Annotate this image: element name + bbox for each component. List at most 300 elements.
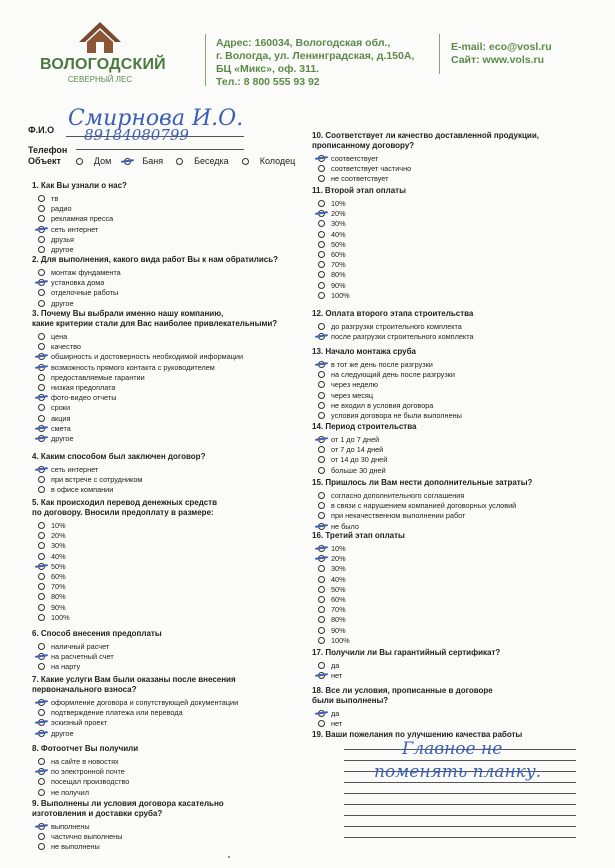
answer-label: эскизный проект <box>51 718 108 728</box>
question-title-line: были выполнены? <box>312 696 389 705</box>
question-title <box>32 675 236 695</box>
answer-option[interactable] <box>318 401 433 410</box>
answer-option[interactable] <box>38 475 142 484</box>
answer-option[interactable] <box>318 466 386 475</box>
answer-radio[interactable] <box>318 523 325 530</box>
object-radio[interactable] <box>242 158 249 165</box>
answer-label: да <box>331 709 340 718</box>
answer-label: 80% <box>51 592 66 602</box>
answer-option[interactable] <box>318 370 455 379</box>
page-dot <box>228 856 230 858</box>
answer-radio[interactable] <box>318 361 325 368</box>
answer-option[interactable] <box>38 613 70 622</box>
answer-option[interactable] <box>38 767 125 776</box>
answer-option[interactable] <box>318 575 346 584</box>
answer-radio[interactable] <box>38 553 45 560</box>
answer-option[interactable] <box>38 373 145 382</box>
answer-label: по электронной почте <box>51 767 125 777</box>
answer-label: 10% <box>331 199 346 208</box>
answer-label: 80% <box>331 615 346 625</box>
answer-option[interactable] <box>38 603 66 612</box>
answer-radio[interactable] <box>38 699 45 706</box>
answer-radio[interactable] <box>38 353 45 360</box>
answer-label: от 7 до 14 дней <box>331 445 384 455</box>
answer-label: 30% <box>331 219 346 229</box>
answer-label: согласно дополнительного соглашения <box>331 491 465 500</box>
answer-label: 70% <box>331 260 346 270</box>
question-title <box>312 478 532 488</box>
answer-option[interactable] <box>318 240 346 249</box>
answer-radio[interactable] <box>318 261 325 268</box>
answer-radio[interactable] <box>318 565 325 572</box>
question-title <box>32 498 217 518</box>
answer-option[interactable] <box>38 363 215 372</box>
answer-radio[interactable] <box>38 195 45 202</box>
answer-label: до разгрузки строительного комплекта <box>331 322 462 331</box>
answer-radio[interactable] <box>38 364 45 371</box>
question-title <box>32 452 205 462</box>
answer-radio[interactable] <box>38 778 45 785</box>
answer-label: после разгрузки строительного комплекта <box>331 332 474 342</box>
wish-line <box>344 837 576 838</box>
question-title <box>312 131 539 151</box>
answer-option[interactable] <box>38 299 74 308</box>
answer-radio[interactable] <box>38 435 45 442</box>
answer-label: другое <box>51 434 74 443</box>
fio-handwritten[interactable]: Смирнова И.О. <box>68 106 244 131</box>
answer-radio[interactable] <box>318 637 325 644</box>
wish-line <box>344 826 576 827</box>
answer-label: 60% <box>51 572 66 581</box>
question-title <box>312 186 406 196</box>
answer-radio[interactable] <box>38 542 45 549</box>
answer-radio[interactable] <box>318 165 325 172</box>
answer-radio[interactable] <box>38 343 45 350</box>
answer-option[interactable] <box>38 757 119 766</box>
answer-label: 100% <box>51 612 70 622</box>
answer-option[interactable] <box>38 592 66 601</box>
answer-option[interactable] <box>318 411 462 420</box>
answer-option[interactable] <box>38 541 66 550</box>
wishes-handwritten-line[interactable]: поменять планку. <box>374 762 542 782</box>
answer-option[interactable] <box>318 219 346 228</box>
answer-label: нет <box>331 719 343 729</box>
answer-radio[interactable] <box>38 768 45 775</box>
answer-option[interactable] <box>38 204 72 213</box>
answer-label: 50% <box>331 239 346 249</box>
answer-label: 80% <box>331 270 346 280</box>
answer-radio[interactable] <box>318 210 325 217</box>
answer-radio[interactable] <box>38 719 45 726</box>
answer-label: подтверждение платежа или перевода <box>51 708 183 718</box>
answer-option[interactable] <box>38 642 109 651</box>
answer-radio[interactable] <box>38 843 45 850</box>
object-radio[interactable] <box>176 158 183 165</box>
answer-radio[interactable] <box>318 381 325 388</box>
answer-radio[interactable] <box>38 415 45 422</box>
answer-label: при встрече с сотрудником <box>51 475 143 485</box>
answer-option[interactable] <box>318 435 379 444</box>
answer-radio[interactable] <box>318 555 325 562</box>
answer-option[interactable] <box>318 380 378 389</box>
answer-option[interactable] <box>318 564 346 573</box>
answer-option[interactable] <box>38 572 66 581</box>
answer-label: наличный расчет <box>51 642 110 651</box>
question-title-line: 6. Способ внесения предоплаты <box>32 629 162 638</box>
answer-label: низкая предоплата <box>51 383 116 392</box>
answer-radio[interactable] <box>318 292 325 299</box>
answer-radio[interactable] <box>38 374 45 381</box>
answer-radio[interactable] <box>38 789 45 796</box>
answer-option[interactable] <box>318 322 462 331</box>
answer-radio[interactable] <box>318 467 325 474</box>
answer-option[interactable] <box>38 235 74 244</box>
answer-label: тв <box>51 194 59 203</box>
answer-radio[interactable] <box>318 720 325 727</box>
answer-radio[interactable] <box>38 215 45 222</box>
answer-option[interactable] <box>38 698 238 707</box>
answer-label: 10% <box>51 521 66 530</box>
answer-label: цена <box>51 332 68 341</box>
wish-line <box>344 793 576 794</box>
answer-option[interactable] <box>318 605 346 614</box>
answer-option[interactable] <box>38 393 116 402</box>
answer-label: через неделю <box>331 380 378 390</box>
wish-line <box>344 782 576 783</box>
answer-label: монтаж фундамента <box>51 268 121 277</box>
answer-radio[interactable] <box>38 384 45 391</box>
answer-label: частично выполнены <box>51 832 123 842</box>
wishes-handwritten-line[interactable]: Главное не <box>402 739 503 759</box>
header-divider <box>439 34 440 74</box>
answer-radio[interactable] <box>318 175 325 182</box>
answer-radio[interactable] <box>38 823 45 830</box>
answer-label: 100% <box>331 290 350 300</box>
answer-label: другое <box>51 298 74 308</box>
answer-radio[interactable] <box>318 596 325 603</box>
question-title <box>32 744 138 754</box>
answer-label: на нарту <box>51 662 81 672</box>
answer-label: на сайте в новостях <box>51 757 119 766</box>
question-title-line: 12. Оплата второго этапа строительства <box>312 309 474 318</box>
answer-label: 100% <box>331 635 350 645</box>
question-title-line: 4. Каким способом был заключен договор? <box>32 452 206 461</box>
object-option: Колодец <box>259 156 296 166</box>
answer-option[interactable] <box>318 636 350 645</box>
answer-radio[interactable] <box>38 643 45 650</box>
answer-option[interactable] <box>318 719 342 728</box>
answer-label: от 1 до 7 дней <box>331 435 380 444</box>
answer-option[interactable] <box>318 544 346 553</box>
answer-option[interactable] <box>38 729 74 738</box>
answer-radio[interactable] <box>38 614 45 621</box>
company-logo <box>40 20 166 84</box>
answer-radio[interactable] <box>318 512 325 519</box>
answer-label: отделочные работы <box>51 288 119 298</box>
answer-option[interactable] <box>318 671 342 680</box>
site-text: Сайт: www.vols.ru <box>451 54 545 66</box>
answer-option[interactable] <box>318 391 373 400</box>
answer-option[interactable] <box>318 585 346 594</box>
answer-label: выполнены <box>51 822 90 831</box>
answer-option[interactable] <box>318 709 339 718</box>
answer-label: 70% <box>331 605 346 615</box>
answer-label: 40% <box>331 229 346 239</box>
answer-option[interactable] <box>38 194 58 203</box>
question-title-line: 1. Как Вы узнали о нас? <box>32 181 127 190</box>
answer-radio[interactable] <box>38 300 45 307</box>
answer-radio[interactable] <box>318 282 325 289</box>
answer-radio[interactable] <box>38 758 45 765</box>
answer-label: 20% <box>331 209 346 219</box>
answer-radio[interactable] <box>38 425 45 432</box>
address-line: Адрес: 160034, Вологодская обл., <box>216 37 391 49</box>
answer-radio[interactable] <box>38 532 45 539</box>
answer-option[interactable] <box>318 154 378 163</box>
question-title-line: 8. Фотоотчет Вы получили <box>32 744 139 753</box>
answer-option[interactable] <box>38 832 122 841</box>
answer-radio[interactable] <box>318 545 325 552</box>
answer-radio[interactable] <box>38 833 45 840</box>
answer-label: другое <box>51 728 74 738</box>
answer-radio[interactable] <box>318 662 325 669</box>
answer-option[interactable] <box>38 225 98 234</box>
house-logo-icon <box>77 20 123 54</box>
answer-radio[interactable] <box>318 402 325 409</box>
answer-label: больше 30 дней <box>331 465 386 475</box>
answer-option[interactable] <box>38 822 90 831</box>
question-title-line: 10. Соответствует ли качество доставленной продукции, <box>312 131 539 140</box>
answer-radio[interactable] <box>318 392 325 399</box>
wish-line <box>344 815 576 816</box>
address-line: г. Вологда, ул. Ленинградская, д.150А, <box>216 50 415 62</box>
answer-label: 30% <box>51 541 66 551</box>
question-title-line: 2. Для выполнения, какого вида работ Вы к нам обратились? <box>32 255 279 264</box>
answer-label: фото-видео отчеты <box>51 393 117 403</box>
answer-option[interactable] <box>38 424 71 433</box>
answer-option[interactable] <box>38 288 118 297</box>
wish-line <box>344 760 576 761</box>
answer-radio[interactable] <box>318 271 325 278</box>
question-title-line: 3. Почему Вы выбрали именно нашу компанию, <box>32 309 224 318</box>
answer-option[interactable] <box>318 164 411 173</box>
answer-radio[interactable] <box>38 394 45 401</box>
answer-label: смета <box>51 423 71 433</box>
answer-label: сеть интернет <box>51 465 99 474</box>
answer-radio[interactable] <box>38 466 45 473</box>
answer-label: друзья <box>51 234 74 244</box>
answer-label: да <box>331 661 340 670</box>
answer-option[interactable] <box>318 250 346 259</box>
answer-radio[interactable] <box>38 289 45 296</box>
answer-radio[interactable] <box>318 606 325 613</box>
answer-label: на следующий день после разгрузки <box>331 370 455 380</box>
answer-option[interactable] <box>38 434 74 443</box>
answer-radio[interactable] <box>38 476 45 483</box>
question-title-line: 17. Получили ли Вы гарантийный сертификат? <box>312 648 501 657</box>
answer-option[interactable] <box>38 652 114 661</box>
answer-radio[interactable] <box>318 492 325 499</box>
object-option: Дом <box>93 156 112 166</box>
answer-option[interactable] <box>38 268 121 277</box>
question-title-line: 14. Период строительства <box>312 422 417 431</box>
answer-radio[interactable] <box>318 576 325 583</box>
answer-radio[interactable] <box>318 710 325 717</box>
answer-radio[interactable] <box>318 220 325 227</box>
question-title-line: 7. Какие услуги Вам были оказаны после внесения <box>32 675 236 684</box>
answer-option[interactable] <box>38 278 104 287</box>
answer-option[interactable] <box>318 209 346 218</box>
answer-radio[interactable] <box>38 522 45 529</box>
question-title-line: 11. Второй этап оплаты <box>312 186 406 195</box>
answer-option[interactable] <box>318 281 346 290</box>
answer-option[interactable] <box>318 199 346 208</box>
answer-option[interactable] <box>38 352 243 361</box>
answer-option[interactable] <box>38 531 66 540</box>
answer-radio[interactable] <box>38 246 45 253</box>
object-radio[interactable] <box>76 158 83 165</box>
answer-option[interactable] <box>38 403 70 412</box>
answer-radio[interactable] <box>318 323 325 330</box>
answer-radio[interactable] <box>318 436 325 443</box>
answer-radio[interactable] <box>318 200 325 207</box>
question-title-line: 5. Как происходил перевод денежных средств <box>32 498 218 507</box>
answer-option[interactable] <box>318 661 339 670</box>
answer-option[interactable] <box>318 260 346 269</box>
answer-option[interactable] <box>318 332 474 341</box>
answer-radio[interactable] <box>38 404 45 411</box>
answer-radio[interactable] <box>38 563 45 570</box>
answer-radio[interactable] <box>318 446 325 453</box>
answer-option[interactable] <box>318 270 346 279</box>
question-title <box>32 309 277 329</box>
answer-option[interactable] <box>38 485 113 494</box>
header-divider <box>205 34 206 86</box>
answer-label: 40% <box>331 574 346 584</box>
answer-option[interactable] <box>318 554 346 563</box>
answer-label: не входил в условия договора <box>331 400 434 410</box>
question-title <box>32 181 127 191</box>
answer-option[interactable] <box>38 777 129 786</box>
answer-option[interactable] <box>38 582 66 591</box>
answer-label: 50% <box>51 561 66 571</box>
answer-option[interactable] <box>318 501 516 510</box>
answer-option[interactable] <box>38 552 66 561</box>
answer-label: при некачественном выполнении работ <box>331 511 466 521</box>
question-title-line: прописанному договору? <box>312 141 415 150</box>
answer-radio[interactable] <box>318 371 325 378</box>
answer-radio[interactable] <box>38 709 45 716</box>
answer-radio[interactable] <box>38 269 45 276</box>
answer-label: акция <box>51 413 71 423</box>
answer-option[interactable] <box>318 595 346 604</box>
answer-label: не было <box>331 521 359 531</box>
answer-radio[interactable] <box>318 627 325 634</box>
answer-radio[interactable] <box>38 279 45 286</box>
answer-radio[interactable] <box>38 653 45 660</box>
answer-option[interactable] <box>38 342 81 351</box>
answer-radio[interactable] <box>38 583 45 590</box>
phone-label: Телефон <box>28 145 68 155</box>
answer-label: через месяц <box>331 390 374 400</box>
answer-option[interactable] <box>38 245 74 254</box>
answer-radio[interactable] <box>38 573 45 580</box>
answer-radio[interactable] <box>38 226 45 233</box>
answer-radio[interactable] <box>318 412 325 419</box>
answer-label: предоставляемые гарантии <box>51 372 145 382</box>
address-line: БЦ «Микс», оф. 311. <box>216 63 320 75</box>
answer-radio[interactable] <box>38 593 45 600</box>
answer-radio[interactable] <box>318 456 325 463</box>
answer-label: не соответствует <box>331 174 389 184</box>
answer-label: на расчетный счет <box>51 652 114 662</box>
answer-radio[interactable] <box>318 502 325 509</box>
answer-radio[interactable] <box>38 236 45 243</box>
phone-handwritten[interactable]: 89184080799 <box>84 126 189 144</box>
answer-label: 50% <box>331 584 346 594</box>
answer-label: 20% <box>51 531 66 541</box>
answer-radio[interactable] <box>318 616 325 623</box>
answer-option[interactable] <box>38 383 116 392</box>
answer-label: 60% <box>331 595 346 604</box>
answer-option[interactable] <box>38 562 66 571</box>
answer-option[interactable] <box>318 626 346 635</box>
answer-option[interactable] <box>318 291 350 300</box>
answer-option[interactable] <box>38 414 70 423</box>
answer-option[interactable] <box>38 662 80 671</box>
answer-label: радио <box>51 204 72 214</box>
answer-option[interactable] <box>38 788 89 797</box>
answer-radio[interactable] <box>318 251 325 258</box>
answer-option[interactable] <box>38 214 113 223</box>
question-title-line: 15. Пришлось ли Вам нести дополнительные затраты? <box>312 478 533 487</box>
answer-radio[interactable] <box>38 205 45 212</box>
answer-radio[interactable] <box>318 672 325 679</box>
question-title-line: 19. Ваши пожелания по улучшению качества работы <box>312 730 523 739</box>
answer-label: от 14 до 30 дней <box>331 455 388 465</box>
answer-option[interactable] <box>38 708 183 717</box>
answer-option[interactable] <box>318 615 346 624</box>
answer-option[interactable] <box>318 445 383 454</box>
answer-radio[interactable] <box>318 333 325 340</box>
answer-radio[interactable] <box>318 155 325 162</box>
answer-radio[interactable] <box>38 486 45 493</box>
answer-option[interactable] <box>318 360 433 369</box>
answer-option[interactable] <box>318 522 359 531</box>
question-title <box>32 255 278 265</box>
answer-option[interactable] <box>38 521 66 530</box>
answer-option[interactable] <box>38 718 107 727</box>
answer-radio[interactable] <box>38 730 45 737</box>
answer-radio[interactable] <box>38 604 45 611</box>
answer-option[interactable] <box>318 230 346 239</box>
answer-option[interactable] <box>38 332 67 341</box>
answer-radio[interactable] <box>38 663 45 670</box>
wish-line <box>344 804 576 805</box>
answer-radio[interactable] <box>318 231 325 238</box>
answer-option[interactable] <box>38 465 98 474</box>
object-radio[interactable] <box>124 158 131 165</box>
answer-label: сеть интернет <box>51 224 99 234</box>
answer-option[interactable] <box>318 174 388 183</box>
answer-option[interactable] <box>318 511 465 520</box>
answer-radio[interactable] <box>318 241 325 248</box>
answer-option[interactable] <box>318 491 464 500</box>
answer-option[interactable] <box>318 455 387 464</box>
answer-option[interactable] <box>38 842 100 851</box>
answer-radio[interactable] <box>38 333 45 340</box>
answer-radio[interactable] <box>318 586 325 593</box>
